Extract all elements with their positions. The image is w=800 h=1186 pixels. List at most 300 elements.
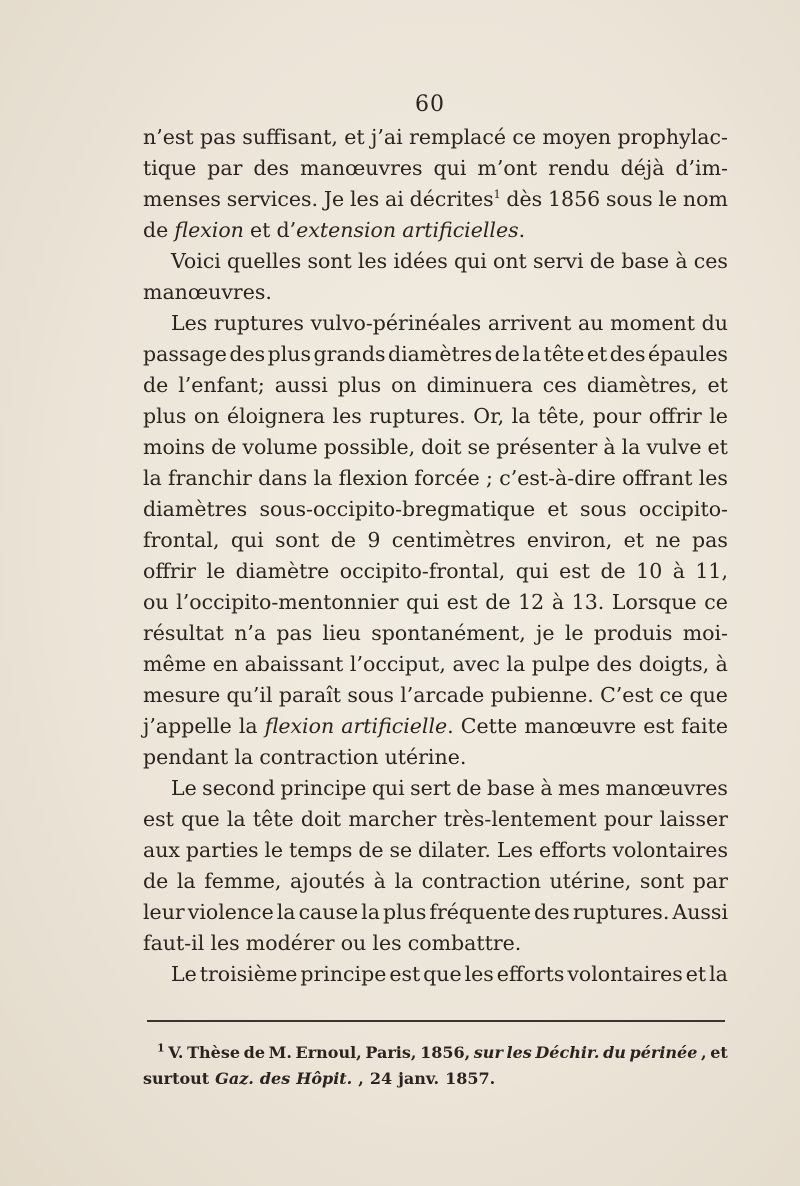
word: se [467, 435, 491, 459]
word: dès [506, 187, 543, 211]
word: ou [340, 931, 367, 955]
word: flexion [338, 466, 409, 490]
word: les [210, 931, 240, 955]
word: femme, [204, 869, 282, 893]
word: grands [313, 342, 386, 366]
word: de [143, 218, 169, 242]
word: efforts [538, 838, 607, 862]
word: à [373, 869, 386, 893]
word: 11, [695, 559, 728, 583]
word: par [207, 156, 243, 180]
word: servi [532, 249, 584, 273]
word: Le [171, 776, 197, 800]
word: 13. [571, 590, 605, 614]
body-text [143, 122, 728, 990]
word: flexion [174, 218, 244, 242]
word: 1856 [548, 187, 601, 211]
word: les [506, 1043, 532, 1062]
word: 1856, [420, 1043, 471, 1062]
word: décrites$^1$ [409, 187, 501, 211]
footnote-rule [147, 1020, 725, 1022]
word: tête [252, 807, 294, 831]
word: ai [385, 187, 404, 211]
word: sont [307, 249, 352, 273]
text-line [143, 494, 728, 525]
word: à [672, 559, 685, 583]
text-line [143, 711, 728, 742]
word: occipito-frontal, [339, 559, 506, 583]
word: ce [512, 125, 537, 149]
word: épaules [648, 342, 728, 366]
word: lieu [322, 621, 361, 645]
word: pas [276, 621, 313, 645]
word: c’est-à-dire [499, 466, 616, 490]
text-line [143, 246, 728, 277]
word: diamètres [143, 497, 248, 521]
word: contraction [259, 745, 379, 769]
word: j’ai [371, 125, 403, 149]
text-line [143, 215, 728, 246]
word: le [564, 621, 584, 645]
word: marcher [348, 807, 437, 831]
word: de [143, 869, 169, 893]
word: sous-occipito-bregmatique [259, 497, 536, 521]
word: la [313, 466, 333, 490]
word: est [143, 807, 174, 831]
word: fréquente [429, 900, 531, 924]
word: sous [606, 187, 653, 211]
word: manœuvre [524, 714, 637, 738]
word: laisser [659, 807, 728, 831]
word: même [143, 652, 207, 676]
word: qui [230, 528, 264, 552]
word: second [202, 776, 275, 800]
word: Les [496, 838, 534, 862]
word: Le [171, 962, 197, 986]
word: pulpe [531, 652, 590, 676]
word: qu’il [226, 683, 273, 707]
word: les [372, 931, 402, 955]
word: on [193, 404, 220, 428]
word: franchir [168, 466, 252, 490]
word: le [658, 187, 678, 211]
word: sous [580, 497, 627, 521]
word: plus [267, 342, 312, 366]
word: la [238, 714, 258, 738]
word: en [212, 652, 239, 676]
word: déjà [620, 156, 665, 180]
word: troisième [199, 962, 298, 986]
text-line [143, 866, 728, 897]
word: plus [382, 900, 427, 924]
text-line [143, 463, 728, 494]
word: moyen [542, 125, 612, 149]
word: les [698, 466, 728, 490]
word: aussi [274, 373, 328, 397]
word: la [506, 652, 526, 676]
word: pour [592, 404, 642, 428]
word: de [330, 528, 356, 552]
word: faut-il [143, 931, 205, 955]
word: que [689, 683, 728, 707]
word: ruptures. [572, 900, 670, 924]
word: diminuera [426, 373, 533, 397]
word: offrant [622, 466, 693, 490]
word: la [361, 900, 380, 924]
word: C’est [600, 683, 654, 707]
word: très-lentement [443, 807, 597, 831]
word: et [344, 125, 365, 149]
word: vulvo-périnéales [310, 311, 482, 335]
word: Les [171, 311, 208, 335]
word: périnée [629, 1043, 698, 1062]
word: doit [421, 435, 462, 459]
word: de [485, 590, 511, 614]
word: quelles [227, 249, 302, 273]
word: spontanément, [371, 621, 526, 645]
word: temps [288, 838, 353, 862]
word: de [243, 1043, 265, 1062]
word: résultat [143, 621, 224, 645]
word: Lorsque [611, 590, 697, 614]
word: plus [143, 404, 187, 428]
word: la [143, 466, 162, 490]
word: rendu [548, 156, 610, 180]
word: volume [242, 435, 318, 459]
text-line [143, 277, 728, 308]
word: de [211, 435, 237, 459]
word: services. [226, 187, 319, 211]
word: pas [200, 125, 236, 149]
word: le [709, 404, 728, 428]
word: les [350, 187, 380, 211]
word: qui [515, 559, 549, 583]
word: de [494, 342, 520, 366]
word: pour [603, 807, 653, 831]
word: ont [493, 249, 527, 273]
word: diamètres, [586, 373, 698, 397]
word: moment [610, 311, 695, 335]
word: de [358, 838, 384, 862]
word: la [276, 900, 296, 924]
word: combattre. [407, 931, 522, 955]
word: est [643, 714, 675, 738]
word: manœuvres [605, 776, 728, 800]
word: ruptures. [369, 404, 466, 428]
word: Or, [473, 404, 505, 428]
word: principe [280, 776, 367, 800]
word: nom [682, 187, 728, 211]
page-number: 60 [415, 92, 445, 117]
word: ce [659, 683, 684, 707]
text-line [143, 184, 728, 215]
word: faite [681, 714, 728, 738]
word: que [181, 807, 220, 831]
word: les [464, 962, 494, 986]
word: diamètres [388, 342, 493, 366]
word: la [621, 435, 641, 459]
word: flexion [264, 714, 335, 738]
text-line [143, 618, 728, 649]
text-line [143, 804, 728, 835]
word: cause [298, 900, 359, 924]
word: 1857. [445, 1069, 496, 1088]
word: M. [268, 1043, 292, 1062]
word: des [596, 652, 633, 676]
word: utérine. [384, 745, 467, 769]
text-line [143, 835, 728, 866]
word: volontaires [612, 838, 728, 862]
word: vulve [646, 435, 702, 459]
word: ne [655, 528, 681, 552]
text-line [143, 308, 728, 339]
word: de [143, 373, 169, 397]
word: possible, [323, 435, 416, 459]
word: 10 [636, 559, 663, 583]
word: se [389, 838, 413, 862]
text-line [143, 959, 728, 990]
word: , [701, 1043, 707, 1062]
word: on [391, 373, 417, 397]
word: menses [143, 187, 221, 211]
word: de [600, 559, 626, 583]
word: Gaz. [215, 1069, 254, 1088]
word: offrir [648, 404, 702, 428]
word: sont [275, 528, 320, 552]
word: mesure [143, 683, 221, 707]
word: principe [300, 962, 387, 986]
word: n’est [143, 125, 194, 149]
word: qui [406, 590, 440, 614]
word: contraction [421, 869, 541, 893]
word: ou [143, 590, 169, 614]
word: 12 [518, 590, 545, 614]
word: l’occipito-mentonnier [176, 590, 399, 614]
word: surtout [143, 1069, 210, 1088]
word: efforts [496, 962, 565, 986]
word: environ, [526, 528, 613, 552]
text-line [143, 773, 728, 804]
text-line [143, 153, 728, 184]
word: dans [258, 466, 308, 490]
word: violence [187, 900, 274, 924]
word: doigts, [638, 652, 710, 676]
word: sert [410, 776, 451, 800]
word: moins [143, 435, 206, 459]
word: la [226, 807, 246, 831]
word: l’enfant; [178, 373, 265, 397]
word: au [578, 311, 604, 335]
word: tête, [537, 404, 586, 428]
word: paraît [278, 683, 341, 707]
word: à [540, 776, 553, 800]
word: ces [693, 249, 728, 273]
word: V. [168, 1043, 184, 1062]
word: suffisant, [242, 125, 338, 149]
word: et [707, 373, 728, 397]
word: qui [453, 249, 487, 273]
word: base [621, 249, 670, 273]
word: offrir [143, 559, 197, 583]
word: m’ont [477, 156, 538, 180]
word: le [206, 559, 226, 583]
word: Je [323, 187, 345, 211]
word: leur [143, 900, 185, 924]
word: éloignera [226, 404, 326, 428]
text-line [143, 649, 728, 680]
word: qui [371, 776, 405, 800]
word: d’im- [675, 156, 728, 180]
word: est [446, 590, 478, 614]
footnote-marker: 1 [493, 188, 501, 202]
word: des [609, 342, 646, 366]
word: et [707, 435, 728, 459]
word: manœuvres [300, 156, 423, 180]
word: l’occiput, [349, 652, 446, 676]
word: que [423, 962, 462, 986]
word: sous [347, 683, 394, 707]
word: ce [704, 590, 728, 614]
word: des [253, 156, 290, 180]
word: est [559, 559, 590, 583]
word: 9 [367, 528, 381, 552]
word: n’a [234, 621, 267, 645]
word: à [715, 652, 728, 676]
word: dilater. [418, 838, 491, 862]
text-line [143, 928, 728, 959]
text-line [143, 432, 728, 463]
word: ; [486, 466, 493, 490]
word: la [176, 869, 196, 893]
word: la [234, 745, 254, 769]
word: et [547, 497, 568, 521]
word: moi- [682, 621, 728, 645]
word: par [692, 869, 728, 893]
word: avec [452, 652, 500, 676]
word: diamètre [235, 559, 330, 583]
text-line [143, 122, 728, 153]
footnote-number: 1 [157, 1041, 165, 1055]
word: ces [542, 373, 577, 397]
word: présenter [496, 435, 598, 459]
word: ajoutés [290, 869, 366, 893]
word: Ernoul, [295, 1043, 362, 1062]
text-line [143, 742, 728, 773]
word: tête [543, 342, 585, 366]
word: l’arcade [400, 683, 485, 707]
word: remplacé [409, 125, 506, 149]
word: les [332, 404, 362, 428]
word: des [259, 1069, 291, 1088]
word: idées [393, 249, 448, 273]
word: est [389, 962, 421, 986]
word: Hôpit. [296, 1069, 353, 1088]
word: et [710, 1043, 728, 1062]
word: artificielles. [402, 218, 526, 242]
word: parties [185, 838, 259, 862]
word: tique [143, 156, 197, 180]
word: je [536, 621, 555, 645]
word: à [603, 435, 616, 459]
word: et [586, 342, 608, 366]
word: pubienne. [490, 683, 594, 707]
word: frontal, [143, 528, 220, 552]
word: et [623, 528, 644, 552]
word: artificielle. [341, 714, 454, 738]
word: , [358, 1069, 364, 1088]
text-line [143, 339, 728, 370]
word: plus [337, 373, 382, 397]
word: prophylac- [617, 125, 728, 149]
word: sont [639, 869, 685, 893]
word: 24 [369, 1069, 393, 1088]
word: utérine, [549, 869, 632, 893]
word: des [534, 900, 570, 924]
word: à [551, 590, 565, 614]
word: de [456, 776, 482, 800]
word: mes [558, 776, 601, 800]
word: arrivent [487, 311, 572, 335]
word: Thèse [187, 1043, 240, 1062]
word: la [394, 869, 414, 893]
text-line [143, 587, 728, 618]
word: ruptures [213, 311, 304, 335]
text-line [143, 897, 728, 928]
footnote [143, 1040, 728, 1092]
word [157, 1040, 165, 1066]
word: pendant [143, 745, 229, 769]
word: Déchir. [535, 1043, 600, 1062]
word: d’extension [276, 218, 397, 242]
word: volontaires [567, 962, 683, 986]
word: modérer [245, 931, 335, 955]
text-line [143, 680, 728, 711]
word: la [709, 962, 728, 986]
word: Paris, [365, 1043, 417, 1062]
word: occipito- [638, 497, 728, 521]
word: et [685, 962, 707, 986]
word: j’appelle [143, 714, 232, 738]
word: forcée [414, 466, 480, 490]
word: abaissant [244, 652, 344, 676]
word: à [675, 249, 688, 273]
footnote-line [143, 1066, 728, 1092]
word: et [250, 218, 271, 242]
word: des [229, 342, 266, 366]
text-line [143, 525, 728, 556]
word: Voici [171, 249, 221, 273]
word: Cette [460, 714, 518, 738]
word: qui [433, 156, 467, 180]
word: janv. [398, 1069, 440, 1088]
word: la [522, 342, 542, 366]
word: produis [593, 621, 673, 645]
word: du [701, 311, 728, 335]
word: sur [473, 1043, 503, 1062]
word: passage [143, 342, 227, 366]
word: base [486, 776, 535, 800]
footnote-line [143, 1040, 728, 1066]
word: pas [692, 528, 728, 552]
text-line [143, 401, 728, 432]
word: aux [143, 838, 180, 862]
word: Aussi [672, 900, 728, 924]
text-line [143, 370, 728, 401]
word: les [357, 249, 388, 273]
text-line [143, 556, 728, 587]
word: le [264, 838, 284, 862]
word: la [511, 404, 531, 428]
